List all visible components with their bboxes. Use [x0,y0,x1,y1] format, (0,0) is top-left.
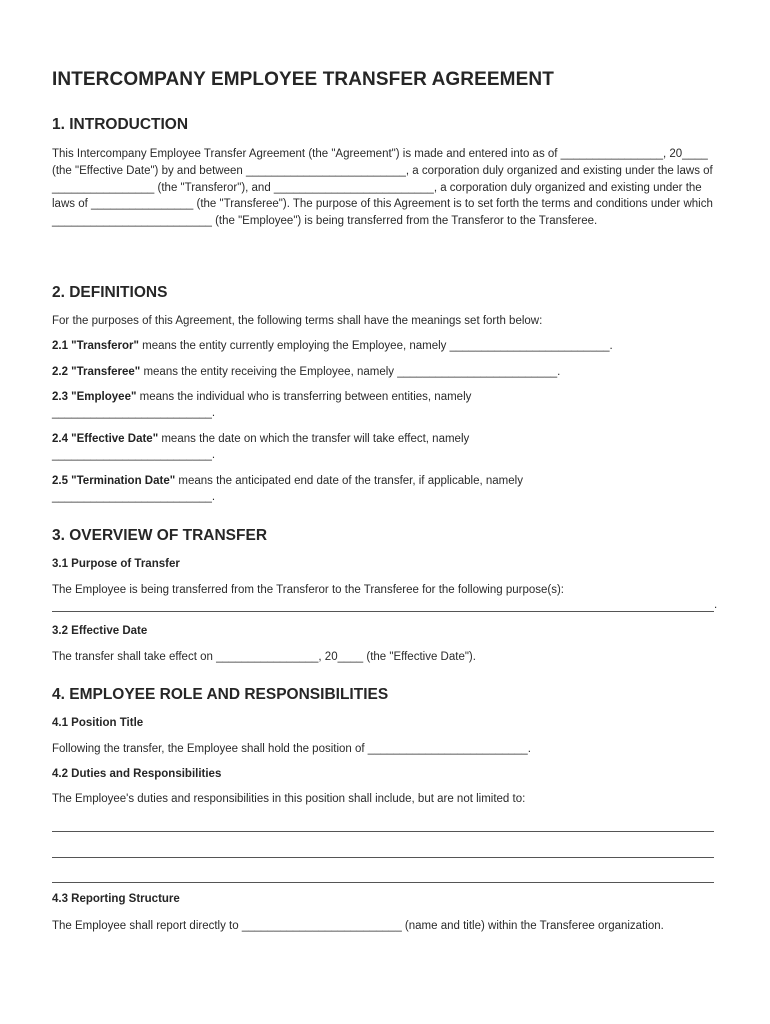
definition-term: 2.4 "Effective Date" [52,433,159,445]
definition-text: means the entity currently employing the Employee, namely _________________________. [138,340,613,352]
reporting-structure-text: The Employee shall report directly to _________________________ (name and title) within the Transferee organization. [52,920,664,932]
duties-blank-line [52,857,714,858]
definition-effective-date [52,433,469,445]
definition-text: means the entity receiving the Employee, namely _________________________. [140,366,561,378]
subsection-4-2-heading: 4.2 Duties and Responsibilities [52,768,222,780]
duties-blank-line [52,882,714,883]
definition-effective-date-blank: _________________________. [52,449,216,461]
effective-date-text: The transfer shall take effect on ________________, 20____ (the "Effective Date"). [52,651,476,663]
definition-transferor [52,340,613,352]
duties-blank-line [52,831,714,832]
definitions-intro: For the purposes of this Agreement, the following terms shall have the meanings set forth below: [52,315,543,327]
section-1-heading: 1. INTRODUCTION [52,116,189,133]
definition-text: means the date on which the transfer will take effect, namely [158,433,470,445]
subsection-3-1-heading: 3.1 Purpose of Transfer [52,558,180,570]
subsection-4-1-heading: 4.1 Position Title [52,717,144,729]
position-title-text: Following the transfer, the Employee shall hold the position of _________________________. [52,743,531,755]
definition-term: 2.5 "Termination Date" [52,475,176,487]
definition-term: 2.2 "Transferee" [52,366,141,378]
section-1-paragraph: This Intercompany Employee Transfer Agreement (the "Agreement") is made and entered into as of ________________, 20____ (the "Effective Date") by and between _________________________, a corporation duly organized and existing under the laws of ________________ (the "Transferor"), and _________________________, a corporation duly organized and existing under the laws of ________________ (the "Transferee"). The purpose of this Agreement is to set forth the terms and conditions under which _________________________ (the "Employee") is being transferred from the Transferor to the Transferee. [52,148,713,228]
definition-employee-blank: _________________________. [52,407,216,419]
section-2-heading: 2. DEFINITIONS [52,284,168,301]
definition-termination-date-blank: _________________________. [52,491,216,503]
purpose-blank-period: . [714,599,718,611]
definition-employee [52,391,471,403]
definition-termination-date [52,475,523,487]
subsection-4-3-heading: 4.3 Reporting Structure [52,893,180,905]
definition-term: 2.3 "Employee" [52,391,137,403]
purpose-text: The Employee is being transferred from the Transferor to the Transferee for the following purpose(s): [52,584,564,596]
definition-term: 2.1 "Transferor" [52,340,139,352]
definition-text: means the anticipated end date of the transfer, if applicable, namely [175,475,523,487]
subsection-3-2-heading: 3.2 Effective Date [52,625,148,637]
definition-text: means the individual who is transferring between entities, namely [136,391,472,403]
section-3-heading: 3. OVERVIEW OF TRANSFER [52,527,268,544]
purpose-blank-line [52,611,714,612]
definition-transferee [52,366,560,378]
duties-text: The Employee's duties and responsibilities in this position shall include, but are not limited to: [52,793,526,805]
document-title: INTERCOMPANY EMPLOYEE TRANSFER AGREEMENT [52,69,554,90]
section-4-heading: 4. EMPLOYEE ROLE AND RESPONSIBILITIES [52,686,389,703]
